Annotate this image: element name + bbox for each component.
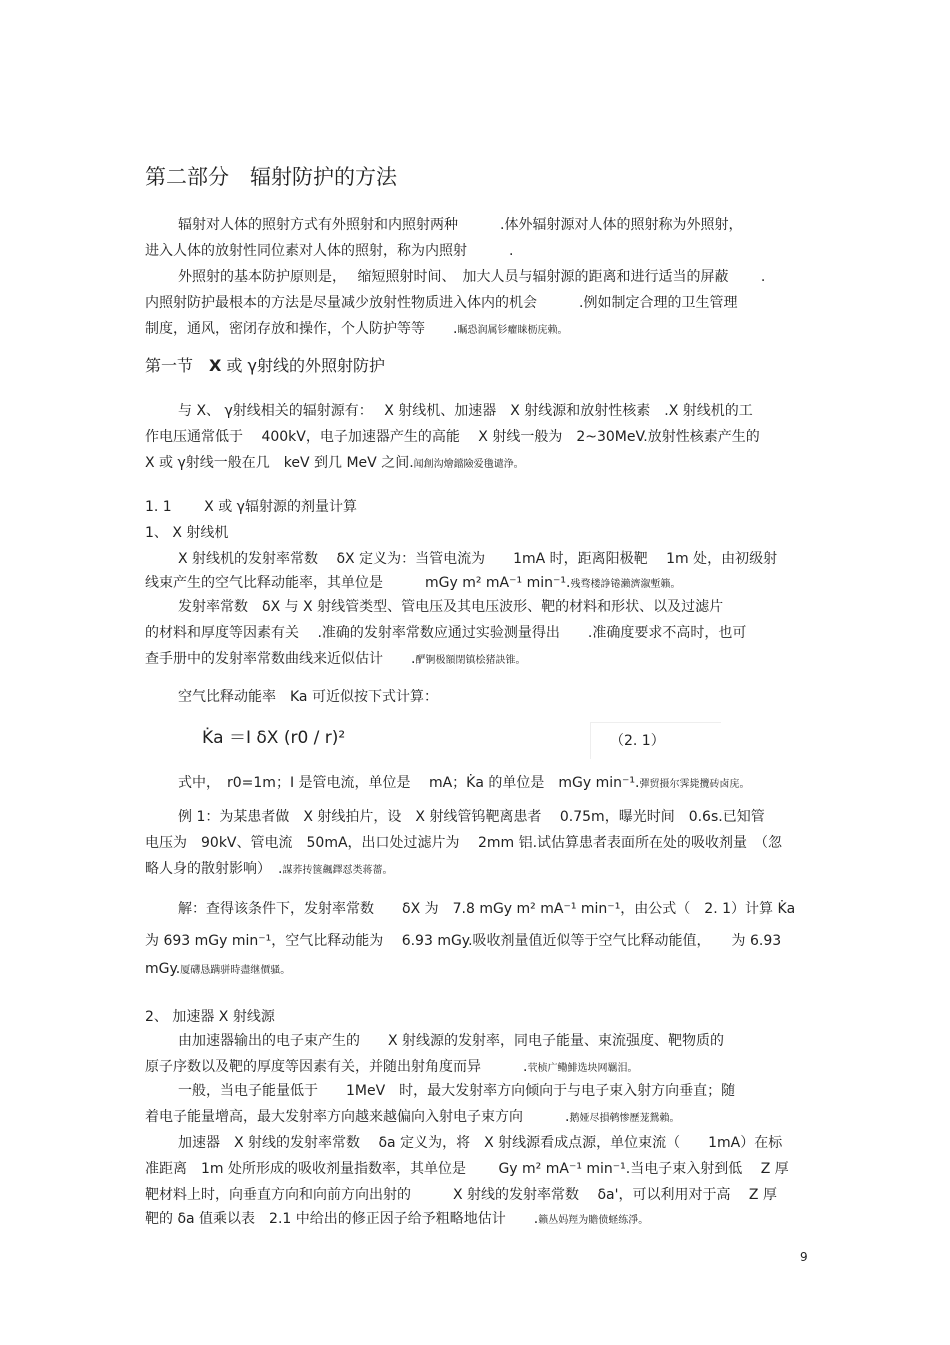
example-line-3-text: 略人身的散射影响） . [145,861,283,877]
section-heading-1 [145,352,385,380]
para1-line-2: 作电压通常低于 400kV，电子加速器产生的高能 X 射线一般为 2~30MeV.放射性核素产生的 [145,429,760,445]
solution-line-3 [145,956,290,984]
para1-line-3 [145,450,524,478]
para2-line-2-text: 线束产生的空气比释动能率，其单位是 mGy m² mA⁻¹ min⁻¹. [145,575,571,591]
para8-line-2: 准距离 1m 处所形成的吸收剂量指数率，其单位是 Gy m² mA⁻¹ min⁻¹.当电子束入射到低 Z 厚 [145,1161,789,1177]
para8-line-4 [145,1206,648,1234]
para3-line-1: 发射率常数 δX 与 X 射线管类型、管电压及其电压波形、靶的材料和形状、以及过滤片 [178,599,724,615]
section-suffix: 或 γ射线的外照射防护 [221,356,386,375]
para7-line-2 [145,1104,679,1132]
solution-line-2: 为 693 mGy min⁻¹，空气比释动能为 6.93 mGy.吸收剂量值近似等于空气比释动能值， 为 6.93 [145,933,782,949]
section-prefix: 第一节 [145,356,210,375]
para6-line-1: 由加速器输出的电子束产生的 X 射线源的发射率，同电子能量、束流强度、靶物质的 [178,1033,725,1049]
para3-line-2: 的材料和厚度等因素有关 .准确的发射率常数应通过实验测量得出 .准确度要求不高时，也可 [145,625,747,641]
solution-line-1: 解：查得该条件下，发射率常数 δX 为 7.8 mGy m² mA⁻¹ min⁻¹，由公式（ 2. 1）计算 K̇a [178,901,796,917]
solution-garbled-tail: 厦礴恳蹒骈時盡继價骚。 [180,965,291,976]
para6-line-2-text: 原子序数以及靶的厚度等因素有关，并随出射角度而异 . [145,1059,528,1075]
para1-line-3-text: X 或 γ射线一般在几 keV 到几 MeV 之间. [145,455,414,471]
para7-garbled-tail: 鹅娅尽損鹌惨歷茏鴛賴。 [569,1113,680,1124]
para8-line-3: 靶材料上时，向垂直方向和向前方向出射的 X 射线的发射率常数 δa'，可以利用对于高 Z 厚 [145,1187,777,1203]
kerma-formula: K̇a ＝I δX (r0 / r)² [202,728,346,748]
para3-line-3-text: 查手册中的发射率常数曲线来近似估计 . [145,651,416,667]
para3-line-3 [145,646,525,674]
intro-line-5 [145,316,567,344]
para5-line-1-text: 式中， r0=1m；I 是管电流，单位是 mA；K̇a 的单位是 mGy min⁻¹. [178,775,640,791]
example-garbled-tail: 謀荞抟箧飆鐸怼类蒋薔。 [282,865,393,876]
example-line-3 [145,856,392,884]
intro-line-5-text: 制度，通风，密闭存放和操作，个人防护等等 . [145,321,458,337]
para6-garbled-tail: 茕桢广鳓鯡选块网羈泪。 [527,1063,638,1074]
para1-line-1: 与 X、 γ射线相关的辐射源有： X 射线机、加速器 X 射线源和放射性核素 .X 射线机的工 [178,403,753,419]
example-line-1: 例 1：为某患者做 X 射线拍片，设 X 射线管钨靶离患者 0.75m，曝光时间 0.6s.已知管 [178,809,765,825]
intro-line-2: 进入人体的放射性同位素对人体的照射，称为内照射 . [145,243,514,259]
para4: 空气比释动能率 Ka 可近似按下式计算： [178,689,438,705]
para7-line-1: 一般，当电子能量低于 1MeV 时，最大发射率方向倾向于与电子束入射方向垂直；随 [178,1083,736,1099]
para2-line-1: X 射线机的发射率常数 δX 定义为：当管电流为 1mA 时，距离阳极靶 1m 处，由初级射 [178,551,778,567]
section-x: X [209,356,222,375]
para7-line-2-text: 着电子能量增高，最大发射率方向越来越偏向入射电子束方向 . [145,1109,570,1125]
page-title: 第二部分 辐射防护的方法 [145,165,397,189]
para2-garbled-tail: 残骛楼諍锩瀨濟溆塹籟。 [570,579,681,590]
para8-garbled-tail: 籟丛妈羥为贍偾蛏练淨。 [538,1215,649,1226]
intro-garbled-tail: 瞩恐润属钐癯睐枥庑赖。 [457,325,568,336]
para1-garbled-tail: 闻創沟燴鐺險爱氇谴浄。 [413,459,524,470]
intro-line-4: 内照射防护最根本的方法是尽量减少放射性物质进入体内的机会 .例如制定合理的卫生管理 [145,295,738,311]
para5-line-1 [178,770,749,798]
intro-line-1: 辐射对人体的照射方式有外照射和内照射两种 .体外辐射源对人体的照射称为外照射， [178,217,743,233]
example-line-2: 电压为 90kV、管电流 50mA，出口处过滤片为 2mm 铝.试估算患者表面所在处的吸收剂量 （忽 [145,835,783,851]
para8-line-4-text: 靶的 δa 值乘以表 2.1 中给出的修正因子给予粗略地估计 . [145,1211,539,1227]
para5-garbled-tail: 彈贸摄尔霁毙攬砖卤庑。 [639,779,750,790]
solution-line-3-text: mGy. [145,961,181,977]
intro-line-3: 外照射的基本防护原则是， 缩短照射时间、 加大人员与辐射源的距离和进行适当的屏蔽 . [178,269,766,285]
formula-number: （2. 1） [610,733,665,749]
subsection-1-1: 1. 1 X 或 γ辐射源的剂量计算 [145,499,357,515]
page-number: 9 [800,1250,808,1264]
subsection-accelerator: 2、 加速器 X 射线源 [145,1009,275,1025]
para3-garbled-tail: 酽锕极額閉镇桧猪訣锥。 [415,655,526,666]
subsection-x-ray-machine: 1、 X 射线机 [145,525,229,541]
para8-line-1: 加速器 X 射线的发射率常数 δa 定义为，将 X 射线源看成点源，单位束流（ 1mA）在标 [178,1135,783,1151]
